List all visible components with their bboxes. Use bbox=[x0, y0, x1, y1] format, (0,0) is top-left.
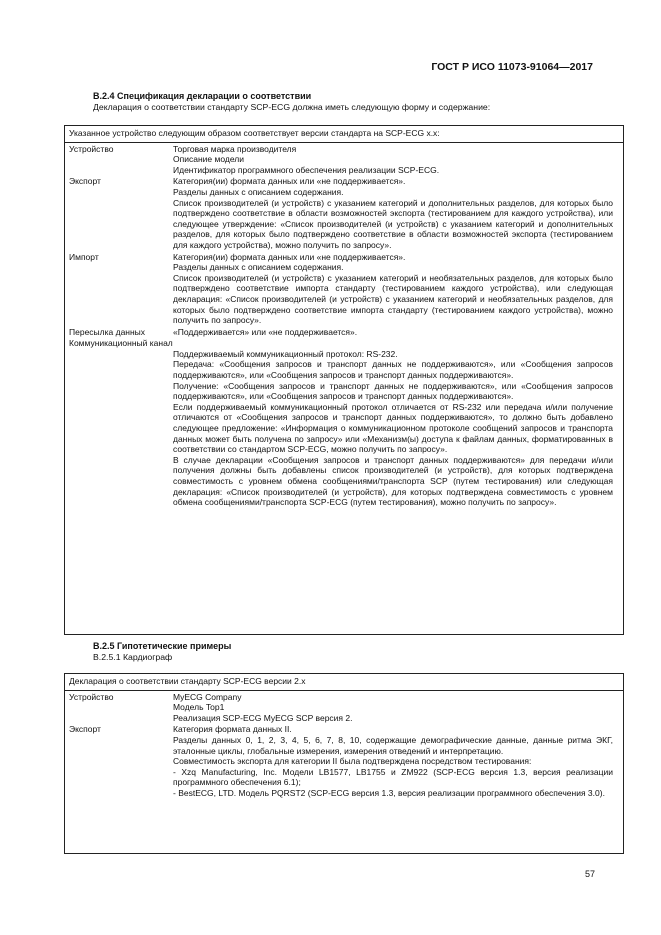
row-label: Экспорт bbox=[69, 176, 101, 187]
row-value-line: Идентификатор программного обеспечения реализации SCP-ECG. bbox=[173, 164, 440, 175]
table-row bbox=[65, 252, 623, 326]
example-declaration-box bbox=[64, 673, 624, 854]
row-value-line: Список производителей (и устройств) с указанием категорий и необязательных разделов, для которых было подтверждено соответствие импорта стандарту (тестированием каждого устройства), или следующая декларация: «Список производителей (и устройств) с указанием категорий и необязательных разделов, для которых было подтверждено соответствие импорта стандарту (тестированием каждого устройства), можно получить по запросу». bbox=[173, 272, 613, 326]
declaration-spec-heading: Указанное устройство следующим образом соответствует версии стандарта на SCP-ECG x.x: bbox=[65, 126, 623, 143]
section-b24-title: B.2.4 Спецификация декларации о соответствии bbox=[93, 91, 312, 101]
comm-channel-text bbox=[173, 349, 613, 508]
row-label: Импорт bbox=[69, 251, 99, 262]
comm-channel-line: Получение: «Сообщения запросов и транспорт данных не поддерживаются», или «Сообщения запросов поддерживаются», или «Сообщения запросов и транспорт данных поддерживаются». bbox=[173, 380, 613, 402]
row-value-line: Разделы данных 0, 1, 2, 3, 4, 5, 6, 7, 8, 10, содержащие демографические данные, данные ритма ЭКГ, эталонные циклы, глобальные измерения, измерения отведений и интерпретацию. bbox=[173, 734, 613, 756]
row-value bbox=[173, 176, 619, 250]
section-b25-title: B.2.5 Гипотетические примеры bbox=[93, 641, 232, 651]
table-row bbox=[65, 144, 623, 176]
row-label: Устройство bbox=[69, 691, 114, 702]
row-value-line: Торговая марка производителя bbox=[173, 143, 297, 154]
row-value-line: Категория(ии) формата данных или «не поддерживается». bbox=[173, 176, 406, 187]
example-declaration-heading: Декларация о соответствии стандарту SCP-ECG версии 2.x bbox=[65, 674, 623, 691]
table-row bbox=[65, 724, 623, 798]
row-value bbox=[173, 724, 619, 798]
row-value bbox=[173, 252, 619, 326]
row-value-line: Описание модели bbox=[173, 154, 244, 165]
table-row bbox=[65, 176, 623, 250]
section-b251-title: B.2.5.1 Кардиограф bbox=[93, 652, 173, 662]
comm-channel-label: Коммуникационный канал bbox=[69, 338, 173, 349]
row-value bbox=[173, 692, 619, 724]
comm-channel-line: Если поддерживаемый коммуникационный протокол отличается от RS-232 или передача и/или получение отличаются от «Сообщения запросов и транспорт данных поддерживаются», то должно быть добавлено следующее предложение: «Информация о коммуникационном протоколе сообщений запросов и транспорта данных может быть получена по запросу» или «Механизм(ы) доступа к файлам данных, форматированных в соответствии со стандартом SCP-ECG, можно получить по запросу». bbox=[173, 401, 613, 455]
declaration-spec-box bbox=[64, 125, 624, 635]
row-value-line: Категория(ии) формата данных или «не поддерживается». bbox=[173, 251, 406, 262]
row-value-line: Реализация SCP-ECG MyECG SCP версия 2. bbox=[173, 712, 353, 723]
row-value-line: MyECG Company bbox=[173, 691, 242, 702]
row-label: Экспорт bbox=[69, 724, 101, 735]
row-label: Пересылка данных bbox=[69, 326, 146, 337]
row-value-line: Совместимость экспорта для категории II была подтверждена посредством тестирования: bbox=[173, 756, 532, 767]
document-header: ГОСТ Р ИСО 11073-91064—2017 bbox=[431, 61, 593, 73]
comm-channel-line: Поддерживаемый коммуникационный протокол: RS-232. bbox=[173, 348, 398, 359]
row-value-line: Разделы данных с описанием содержания. bbox=[173, 262, 344, 273]
row-value bbox=[173, 144, 619, 176]
table-row bbox=[65, 327, 623, 338]
section-b24-intro: Декларация о соответствии стандарту SCP-ECG должна иметь следующую форму и содержание: bbox=[93, 102, 491, 112]
comm-channel-line: Передача: «Сообщения запросов и транспорт данных не поддерживаются», или «Сообщения запросов поддерживаются», или «Сообщения запросов и транспорт данных поддерживаются». bbox=[173, 359, 613, 381]
comm-channel-line: В случае декларации «Сообщения запросов и транспорт данных поддерживаются» для передачи и/или получения должны быть добавлены список производителей (и устройств), для которых подтверждена совместимость с уровнем обмена сообщениями/транспорта SCP (путем тестирования) или следующая декларация: «Список производителей (и устройств), для которых подтверждена совместимость с уровнем обмена сообщениями/транспорта SCP-ECG (путем тестирования), можно получить по запросу». bbox=[173, 454, 613, 508]
row-value-line: Категория формата данных II. bbox=[173, 724, 292, 735]
row-value-line: Список производителей (и устройств) с указанием категорий и дополнительных разделов, для которых было подтверждено соответствие в области возможностей экспорта (тестированием для каждого устройства), или следующее утверждение: «Список производителей (и устройств) с указанием категорий и дополнительных разделов, для которых было подтверждено соответствие в области возможностей экспорта (тестированием для каждого устройства), можно получить по запросу». bbox=[173, 197, 613, 250]
row-value-line: Модель Top1 bbox=[173, 702, 225, 713]
row-label: Устройство bbox=[69, 143, 114, 154]
table-row bbox=[65, 692, 623, 724]
row-value-line: Разделы данных с описанием содержания. bbox=[173, 186, 344, 197]
page-number: 57 bbox=[584, 869, 595, 879]
row-value-line: - Xzq Manufacturing, Inc. Модели LB1577, LB1755 и ZM922 (SCP-ECG версия 1.3, версия реализации программного обеспечения 6.1); bbox=[173, 766, 613, 788]
row-value-line: «Поддерживается» или «не поддерживается». bbox=[173, 326, 358, 337]
row-value-line: - BestECG, LTD. Модель PQRST2 (SCP-ECG версия 1.3, версия реализации программного обеспечения 3.0). bbox=[173, 787, 605, 798]
row-value bbox=[173, 327, 619, 338]
